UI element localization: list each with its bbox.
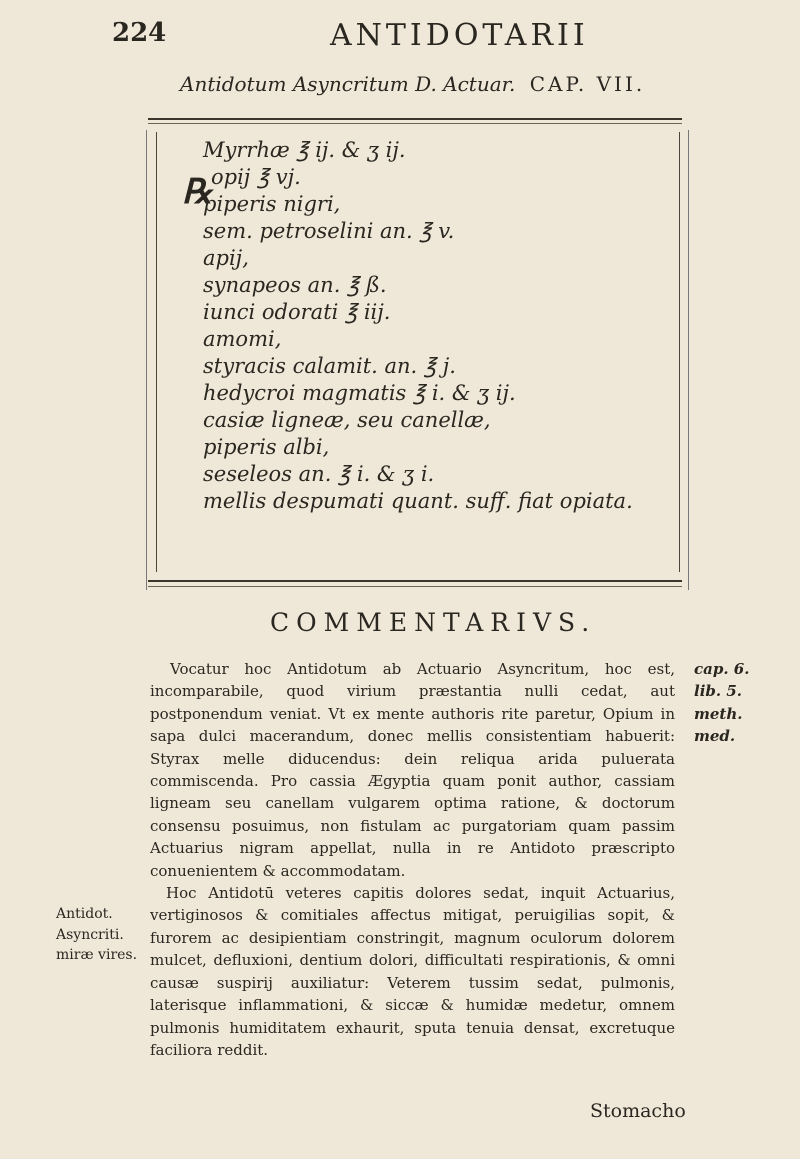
ingredient-line: piperis albi, xyxy=(203,435,330,459)
side-note-line: Asyncriti. xyxy=(56,926,124,943)
side-note-line: miræ vires. xyxy=(56,947,138,963)
commentary-body xyxy=(150,658,675,1061)
ingredient-line: casiæ ligneæ, seu canellæ, xyxy=(203,408,491,432)
running-head: ANTIDOTARII xyxy=(330,18,589,53)
commentary-heading: COMMENTARIVS. xyxy=(270,608,597,637)
ingredient-line: sem. petroselini an. ℥ v. xyxy=(203,219,455,243)
ingredient-line: mellis despumati quant. suff. fiat opiata. xyxy=(203,489,633,513)
side-note-right: lib. 5. xyxy=(694,682,742,700)
box-outer-right-rule xyxy=(688,130,689,590)
ingredient-line: synapeos an. ℥ ß. xyxy=(203,273,387,297)
recipe-symbol: ℞ xyxy=(182,172,213,212)
ingredient-line: iunci odorati ℥ iij. xyxy=(203,300,391,324)
side-note-right: meth. xyxy=(694,705,743,723)
top-rule-thin xyxy=(148,123,682,124)
ingredient-line: piperis nigri, xyxy=(203,192,341,216)
ingredient-line: amomi, xyxy=(203,327,282,351)
side-note-left xyxy=(56,904,148,966)
chapter-label: CAP. VII. xyxy=(529,72,646,96)
ingredient-line: seseleos an. ℥ i. & ʒ i. xyxy=(203,462,435,486)
ingredient-line: apij, xyxy=(203,246,249,270)
recipe-title-text: Antidotum Asyncritum D. Actuar. xyxy=(180,72,516,96)
ingredient-line: hedycroi magmatis ℥ i. & ʒ ij. xyxy=(203,381,516,405)
catchword: Stomacho xyxy=(590,1100,686,1122)
recipe-title xyxy=(180,72,645,96)
top-rule xyxy=(148,118,682,120)
bottom-rule-thin xyxy=(148,586,682,587)
side-note-line: Antidot. xyxy=(56,906,113,922)
box-outer-left-rule xyxy=(146,130,147,590)
bottom-rule xyxy=(148,580,682,582)
ingredient-list xyxy=(203,137,673,515)
page-number: 224 xyxy=(112,18,167,48)
commentary-paragraph: Hoc Antidotū veteres capitis dolores sedat, inquit Actuarius, vertiginosos & comitiales affectus mitigat, peruigilias sopit, & furorem ac desipientiam constringit, magnum oculorum dolorem mulcet, defluxioni, dentium dolori, difficultati respirationis, & omni causæ suspirij auxiliatur: Veterem tussim sedat, pulmonis, laterisque inflammationi, & siccæ & humidæ medetur, omnem pulmonis humiditatem exhaurit, sputa tenuia densat, excretuque faciliora reddit. xyxy=(150,884,675,1059)
ingredient-line: opij ℥ vj. xyxy=(211,165,301,189)
commentary-paragraph: Vocatur hoc Antidotum ab Actuario Asyncritum, hoc est, incomparabile, quod virium præstantia nulli cedat, aut postponendum veniat. Vt ex mente authoris rite paretur, Opium in sapa dulci macerandum, donec mellis consistentiam habuerit: Styrax melle diducendus: dein reliqua arida puluerata commiscenda. Pro cassia Ægyptia quam ponit author, cassiam ligneam seu canellam vulgarem optima ratione, & doctorum consensu posuimus, non fistulam ac purgatoriam quam passim Actuarius nigram appellat, nulla in re Antidoto præscripto conuenientem & accommodatam. xyxy=(150,660,675,880)
side-note-right: med. xyxy=(694,727,736,745)
ingredient-line: Myrrhæ ℥ ij. & ʒ ij. xyxy=(203,138,406,162)
ingredient-line: styracis calamit. an. ℥ j. xyxy=(203,354,456,378)
side-note-right: cap. 6. xyxy=(694,660,750,678)
